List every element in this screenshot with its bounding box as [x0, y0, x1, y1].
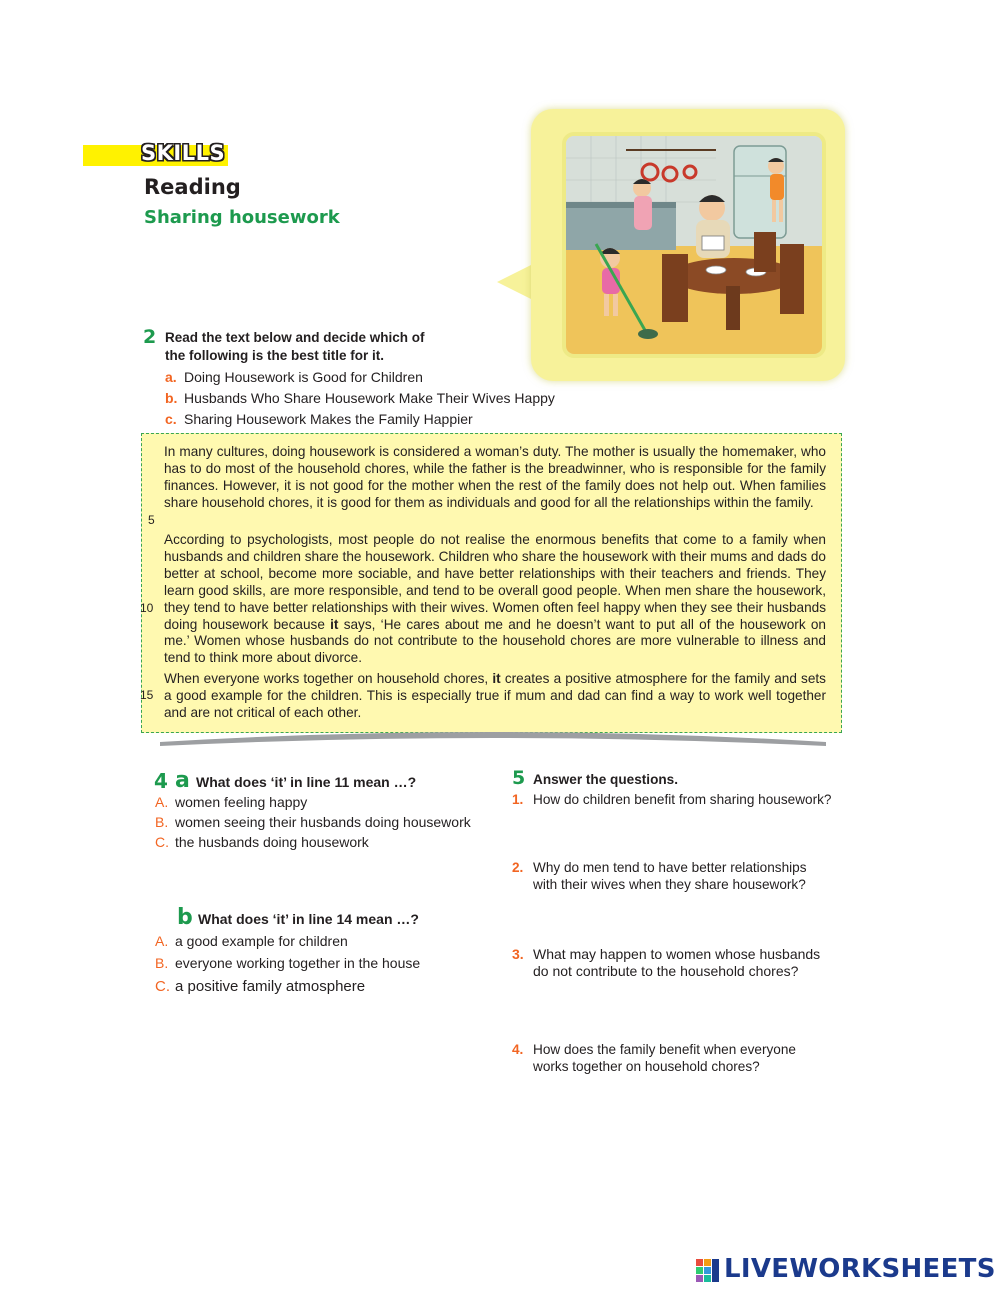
exercise-4a-letter: a — [175, 768, 190, 793]
section-label: SKILLS — [141, 141, 226, 165]
decorative-wave-divider — [160, 728, 826, 748]
paragraph-3-bold-it: it — [492, 671, 501, 686]
paragraph-2-bold-it: it — [330, 616, 339, 632]
option-letter: b. — [165, 390, 178, 406]
q4a-option-c[interactable]: C. the husbands doing housework — [155, 834, 369, 850]
option-text: Husbands Who Share Housework Make Their Wives Happy — [184, 390, 555, 406]
q4b-option-b[interactable]: B. everyone working together in the house — [155, 955, 421, 971]
option-text: Sharing Housework Makes the Family Happier — [184, 411, 473, 427]
exercise-4a-question: What does ‘it’ in line 11 mean …? — [196, 774, 417, 790]
passage-paragraph-3 — [164, 671, 826, 722]
q5-question-4: 4. How does the family benefit when everyone works together on household chores? — [512, 1042, 796, 1074]
paragraph-2-text-b: says, ‘He cares about me and he doesn’t want to put all of the housework on me.’ Women whose husbands do not contribute to the household chores are more vulnerable to illness and tend to think more about divorce. — [164, 616, 826, 666]
q4b-option-a[interactable]: A. a good example for children — [155, 933, 348, 949]
exercise-2-instruction — [165, 329, 495, 365]
option-letter: c. — [165, 411, 177, 427]
q5-question-1: 1. How do children benefit from sharing housework? — [512, 792, 832, 807]
line-number-10: 10 — [140, 601, 154, 615]
line-number-5: 5 — [148, 513, 155, 527]
option-text: Doing Housework is Good for Children — [184, 369, 423, 385]
passage-paragraph-1: In many cultures, doing housework is considered a woman’s duty. The mother is usually the homemaker, who has to do most of the household chores, while the father is the breadwinner, who is responsible for the family finances. However, it is not good for the mother when the rest of the family does not help out. When families share household chores, it is good for them as individuals and good for all the relationships within the family. — [164, 444, 826, 510]
option-letter: a. — [165, 369, 177, 385]
kitchen-scene-image — [566, 136, 822, 354]
q4a-option-a[interactable]: A. women feeling happy — [155, 794, 308, 810]
q4b-option-c[interactable]: C. a positive family atmosphere — [155, 978, 366, 995]
liveworksheets-logo-icon — [696, 1259, 720, 1283]
exercise-4b-question: What does ‘it’ in line 14 mean …? — [198, 911, 419, 927]
family-housework-illustration — [562, 132, 826, 358]
paragraph-3-text-a: When everyone works together on household chores, — [164, 671, 493, 686]
q5-question-3: 3. What may happen to women whose husbands do not contribute to the household chores? — [512, 946, 821, 979]
exercise-4-number: 4 — [154, 769, 168, 793]
title-option-b[interactable] — [165, 390, 555, 406]
page-title: Reading — [144, 175, 241, 199]
exercise-2-number: 2 — [143, 326, 157, 348]
liveworksheets-logo-text: LIVEWORKSHEETS — [724, 1254, 996, 1284]
q5-question-2: 2. Why do men tend to have better relationships with their wives when they share housework? — [512, 860, 807, 892]
page-subtitle: Sharing housework — [144, 207, 340, 228]
exercise-4b-letter: b — [177, 905, 193, 930]
title-option-a[interactable] — [165, 369, 423, 385]
q4a-option-b[interactable]: B. women seeing their husbands doing housework — [155, 814, 471, 830]
reading-passage-box — [141, 433, 842, 733]
paragraph-3-text-b: creates a positive atmosphere for the family and sets a good example for the children. This is especially true if mum and dad can find a way to work well together and are not critical of each other. — [164, 671, 826, 720]
instruction-line-1: Read the text below and decide which of — [165, 330, 425, 345]
instruction-line-2: the following is the best title for it. — [165, 348, 384, 363]
paragraph-2-text-a: According to psychologists, most people do not realise the enormous benefits that come to a family when husbands and children share the housework. Children who share the housework with their mums and dads do better at school, become more sociable, and have better relationships with their teachers and friends. They learn good skills, are more responsible, and tend to be overall good people. When men share the housework, they tend to have better relationships with their wives. Women often feel happy when they see their husbands doing housework because — [164, 532, 826, 632]
exercise-5-instruction: Answer the questions. — [533, 772, 679, 787]
exercise-5-number: 5 — [512, 767, 526, 789]
line-number-15: 15 — [140, 688, 154, 702]
title-option-c[interactable] — [165, 411, 473, 427]
passage-paragraph-2 — [164, 532, 826, 667]
